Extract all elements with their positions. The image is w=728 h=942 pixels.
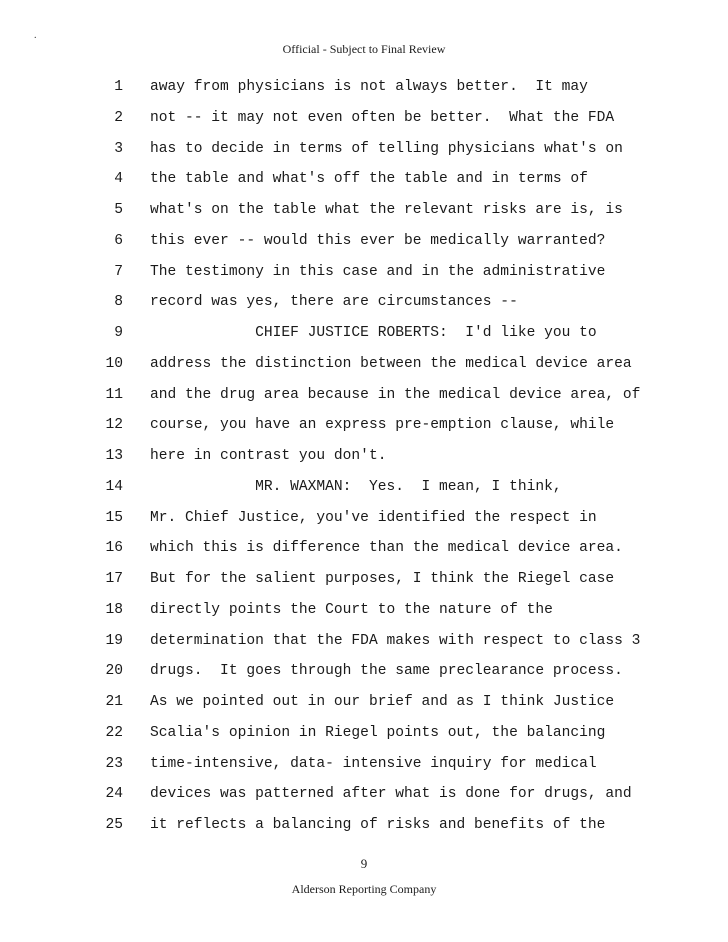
line-number: 12 bbox=[105, 417, 123, 434]
line-text: has to decide in terms of telling physicians what's on bbox=[150, 140, 623, 157]
line-number: 22 bbox=[105, 724, 123, 741]
line-number: 8 bbox=[114, 294, 123, 311]
line-text: drugs. It goes through the same preclearance process. bbox=[150, 663, 623, 680]
line-text: determination that the FDA makes with respect to class 3 bbox=[150, 632, 641, 649]
line-text: directly points the Court to the nature of the bbox=[150, 601, 553, 618]
line-number: 4 bbox=[114, 171, 123, 188]
transcript-line bbox=[0, 810, 728, 841]
transcript-line bbox=[0, 687, 728, 718]
transcript-line bbox=[0, 533, 728, 564]
transcript-line bbox=[0, 718, 728, 749]
transcript-line bbox=[0, 626, 728, 657]
line-text: time-intensive, data- intensive inquiry for medical bbox=[150, 755, 597, 772]
transcript-line bbox=[0, 257, 728, 288]
transcript-line bbox=[0, 595, 728, 626]
transcript-body bbox=[0, 72, 728, 841]
transcript-line bbox=[0, 318, 728, 349]
line-number: 21 bbox=[105, 694, 123, 710]
page-header: Official - Subject to Final Review bbox=[282, 42, 446, 56]
line-number: 10 bbox=[105, 355, 123, 372]
transcript-line bbox=[0, 164, 728, 195]
line-number: 25 bbox=[105, 817, 123, 833]
line-number: 16 bbox=[105, 540, 123, 557]
transcript-line bbox=[0, 656, 728, 687]
line-text: As we pointed out in our brief and as I think Justice bbox=[150, 694, 615, 710]
line-number: 19 bbox=[105, 632, 123, 649]
transcript-line bbox=[0, 779, 728, 810]
line-number: 9 bbox=[114, 325, 123, 341]
line-number: 11 bbox=[105, 386, 123, 403]
transcript-line bbox=[0, 410, 728, 441]
line-text: not -- it may not even often be better. What the FDA bbox=[150, 109, 615, 126]
line-text: here in contrast you don't. bbox=[150, 448, 387, 464]
line-number: 3 bbox=[114, 140, 123, 157]
line-text: record was yes, there are circumstances -- bbox=[150, 294, 518, 311]
line-text: But for the salient purposes, I think the Riegel case bbox=[150, 571, 615, 587]
line-number: 13 bbox=[105, 448, 123, 464]
transcript-line bbox=[0, 503, 728, 534]
line-number: 23 bbox=[105, 755, 123, 772]
page-number: 9 bbox=[360, 856, 368, 871]
line-text: MR. WAXMAN: Yes. I mean, I think, bbox=[150, 478, 562, 495]
transcript-line bbox=[0, 287, 728, 318]
transcript-line bbox=[0, 472, 728, 503]
line-number: 14 bbox=[105, 478, 123, 495]
line-number: 17 bbox=[105, 571, 123, 587]
corner-mark: . bbox=[34, 30, 37, 41]
transcript-line bbox=[0, 72, 728, 103]
transcript-line bbox=[0, 195, 728, 226]
transcript-line bbox=[0, 226, 728, 257]
line-text: the table and what's off the table and in terms of bbox=[150, 171, 588, 188]
line-number: 20 bbox=[105, 663, 123, 680]
line-number: 15 bbox=[105, 509, 123, 526]
line-text: address the distinction between the medical device area bbox=[150, 355, 632, 372]
line-text: and the drug area because in the medical device area, of bbox=[150, 386, 641, 403]
transcript-line bbox=[0, 380, 728, 411]
line-number: 7 bbox=[114, 263, 123, 280]
line-number: 5 bbox=[114, 202, 123, 218]
transcript-line bbox=[0, 134, 728, 165]
line-text: Mr. Chief Justice, you've identified the respect in bbox=[150, 509, 597, 526]
line-text: this ever -- would this ever be medically warranted? bbox=[150, 232, 606, 249]
line-number: 18 bbox=[105, 601, 123, 618]
line-text: Scalia's opinion in Riegel points out, the balancing bbox=[150, 724, 606, 741]
line-text: away from physicians is not always better. It may bbox=[150, 79, 588, 95]
line-number: 1 bbox=[114, 79, 123, 95]
transcript-line bbox=[0, 564, 728, 595]
transcript-line bbox=[0, 349, 728, 380]
line-number: 6 bbox=[114, 232, 123, 249]
transcript-line bbox=[0, 441, 728, 472]
line-text: it reflects a balancing of risks and benefits of the bbox=[150, 817, 606, 833]
line-number: 24 bbox=[105, 786, 123, 803]
line-text: The testimony in this case and in the administrative bbox=[150, 263, 606, 280]
line-number: 2 bbox=[114, 109, 123, 126]
transcript-line bbox=[0, 103, 728, 134]
transcript-line bbox=[0, 749, 728, 780]
line-text: CHIEF JUSTICE ROBERTS: I'd like you to bbox=[150, 325, 597, 341]
line-text: devices was patterned after what is done for drugs, and bbox=[150, 786, 632, 803]
line-text: which this is difference than the medical device area. bbox=[150, 540, 623, 557]
line-text: course, you have an express pre-emption clause, while bbox=[150, 417, 615, 434]
page-footer: Alderson Reporting Company bbox=[291, 882, 437, 896]
line-text: what's on the table what the relevant risks are is, is bbox=[150, 202, 623, 218]
